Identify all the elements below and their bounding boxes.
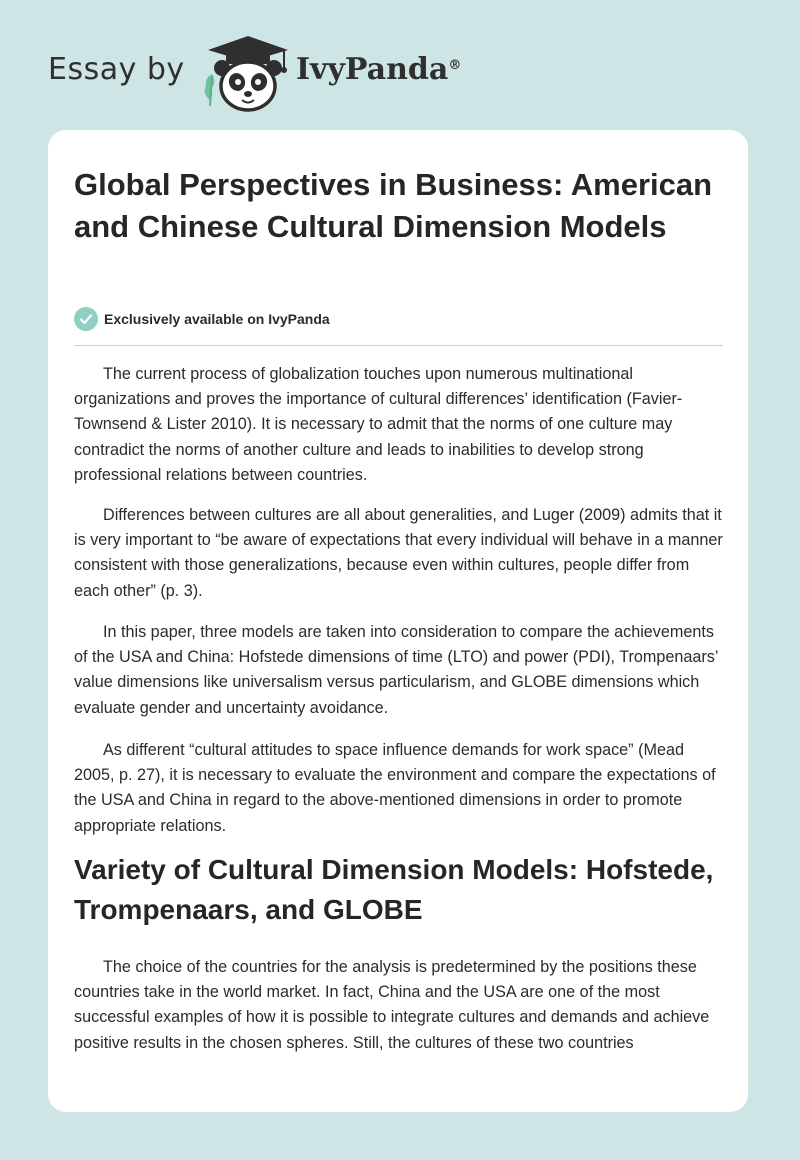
badge-label: Exclusively available on IvyPanda <box>104 311 330 327</box>
check-icon <box>74 307 98 331</box>
paragraph: In this paper, three models are taken into consideration to compare the achievements of the USA and China: Hofstede dimensions of time (LTO) and power (PDI), Trompenaars’ value dimensions like universalism versus particularism, and GLOBE dimensions which evaluate gender and uncertainty avoidance. <box>74 623 718 717</box>
divider <box>74 345 723 346</box>
paragraph: The choice of the countries for the analysis is predetermined by the positions these countries take in the world market. In fact, China and the USA are one of the most successful examples of how it is possible to integrate cultures and demands and achieve positive results in the chosen spheres. Still, the cultures of these two countries <box>74 958 710 1052</box>
section-heading: Variety of Cultural Dimension Models: Hofstede, Trompenaars, and GLOBE <box>74 854 714 925</box>
paragraph: As different “cultural attitudes to space influence demands for work space” (Mead 2005, p. 27), it is necessary to evaluate the environment and compare the expectations of the USA and China in regard to the above-mentioned dimensions in order to promote appropriate relations. <box>74 741 716 835</box>
panda-graduate-icon[interactable] <box>200 30 296 114</box>
site-header <box>0 0 800 130</box>
article-card <box>48 130 748 1112</box>
brand-name[interactable] <box>296 52 461 88</box>
exclusive-badge <box>74 306 330 332</box>
essay-by-label: Essay by <box>48 52 185 87</box>
paragraph: Differences between cultures are all about generalities, and Luger (2009) admits that it is very important to “be aware of expectations that every individual will behave in a manner consistent with those generalizations, because even within cultures, people differ from each other” (p. 3). <box>74 506 723 600</box>
brand-text: IvyPanda <box>296 52 449 87</box>
registered-mark: ® <box>448 58 462 73</box>
paragraph: The current process of globalization touches upon numerous multinational organizations and proves the importance of cultural differences’ identification (Favier-Townsend & Lister 2010). It is necessary to admit that the norms of one culture may contradict the norms of another culture and leads to inabilities to develop strong professional relations between countries. <box>74 365 683 484</box>
article-title: Global Perspectives in Business: American and Chinese Cultural Dimension Models <box>74 167 713 244</box>
